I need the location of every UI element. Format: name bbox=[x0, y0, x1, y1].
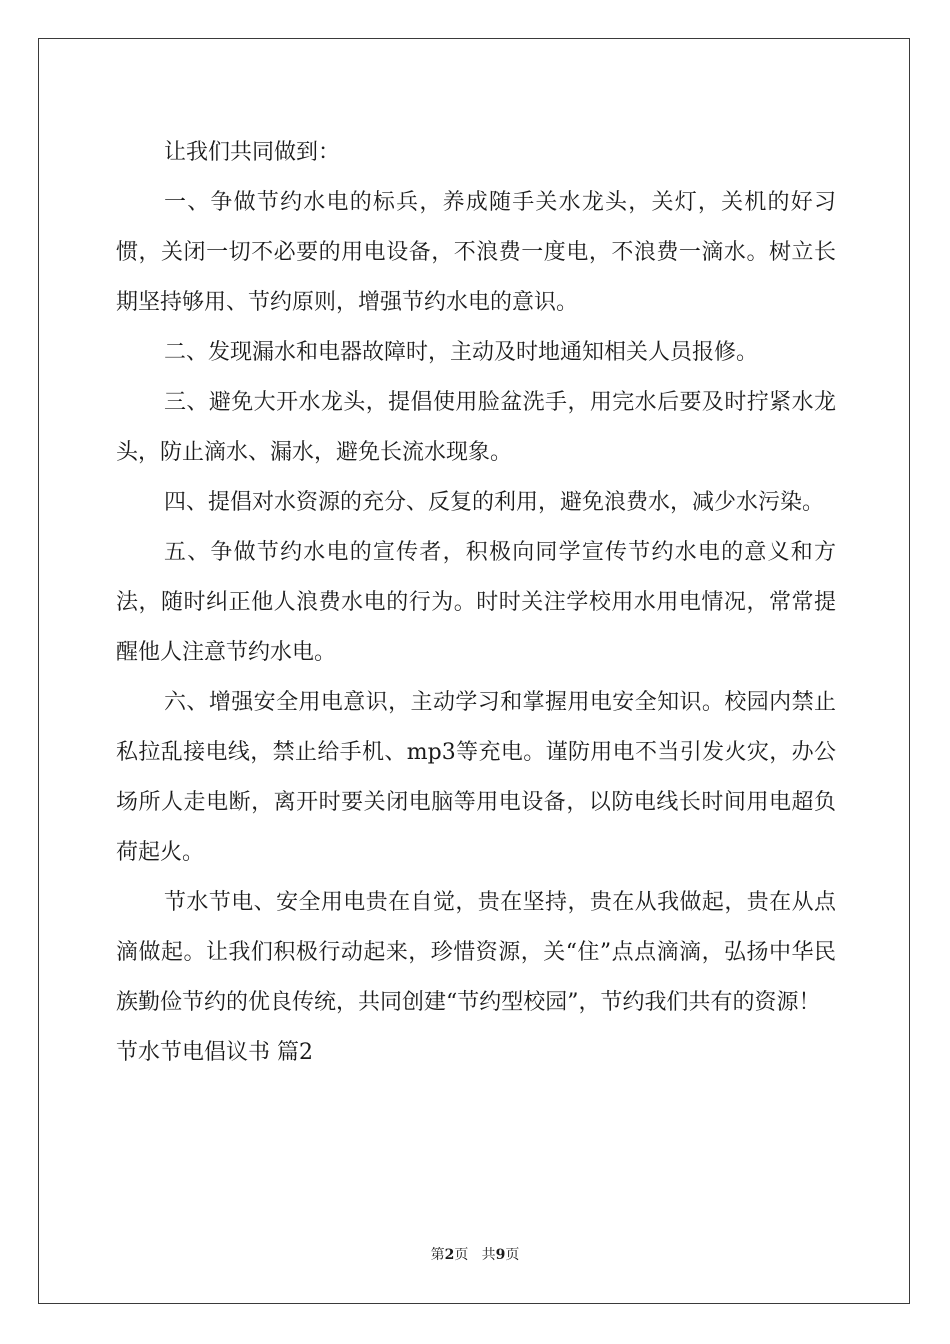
paragraph-item-5: 五、争做节约水电的宣传者，积极向同学宣传节约水电的意义和方法，随时纠正他人浪费水电的行为。时时关注学校用水用电情况，常常提醒他人注意节约水电。 bbox=[116, 540, 836, 665]
paragraph-item-3: 三、避免大开水龙头，提倡使用脸盆洗手，用完水后要及时拧紧水龙头，防止滴水、漏水，避免长流水现象。 bbox=[116, 390, 836, 465]
paragraph-item-2: 二、发现漏水和电器故障时，主动及时地通知相关人员报修。 bbox=[164, 340, 759, 365]
paragraph-item-6: 六、增强安全用电意识，主动学习和掌握用电安全知识。校园内禁止私拉乱接电线，禁止给手机、mp3等充电。谨防用电不当引发火灾，办公场所人走电断，离开时要关闭电脑等用电设备，以防电线长时间用电超负荷起火。 bbox=[116, 690, 836, 865]
footer-total-suffix: 页 bbox=[505, 1247, 520, 1263]
footer-prefix: 第 bbox=[430, 1247, 445, 1263]
section-heading: 节水节电倡议书 篇2 bbox=[116, 1040, 313, 1065]
paragraph-item-4: 四、提倡对水资源的充分、反复的利用，避免浪费水，减少水污染。 bbox=[164, 490, 825, 515]
paragraph-intro: 让我们共同做到： bbox=[164, 140, 341, 165]
footer-total-pages: 9 bbox=[495, 1247, 506, 1263]
paragraph-item-1: 一、争做节约水电的标兵，养成随手关水龙头，关灯，关机的好习惯，关闭一切不必要的用电设备，不浪费一度电，不浪费一滴水。树立长期坚持够用、节约原则，增强节约水电的意识。 bbox=[116, 190, 836, 315]
footer-total-prefix: 共 bbox=[481, 1247, 496, 1263]
paragraph-conclusion: 节水节电、安全用电贵在自觉，贵在坚持，贵在从我做起，贵在从点滴做起。让我们积极行动起来，珍惜资源，关“住”点点滴滴，弘扬中华民族勤俭节约的优良传统，共同创建“节约型校园”，节约我们共有的资源！ bbox=[116, 890, 836, 1015]
footer-current-page: 2 bbox=[444, 1247, 455, 1263]
footer-page-word: 页 bbox=[454, 1247, 469, 1263]
document-body bbox=[116, 128, 836, 1078]
page-footer bbox=[0, 1244, 950, 1264]
